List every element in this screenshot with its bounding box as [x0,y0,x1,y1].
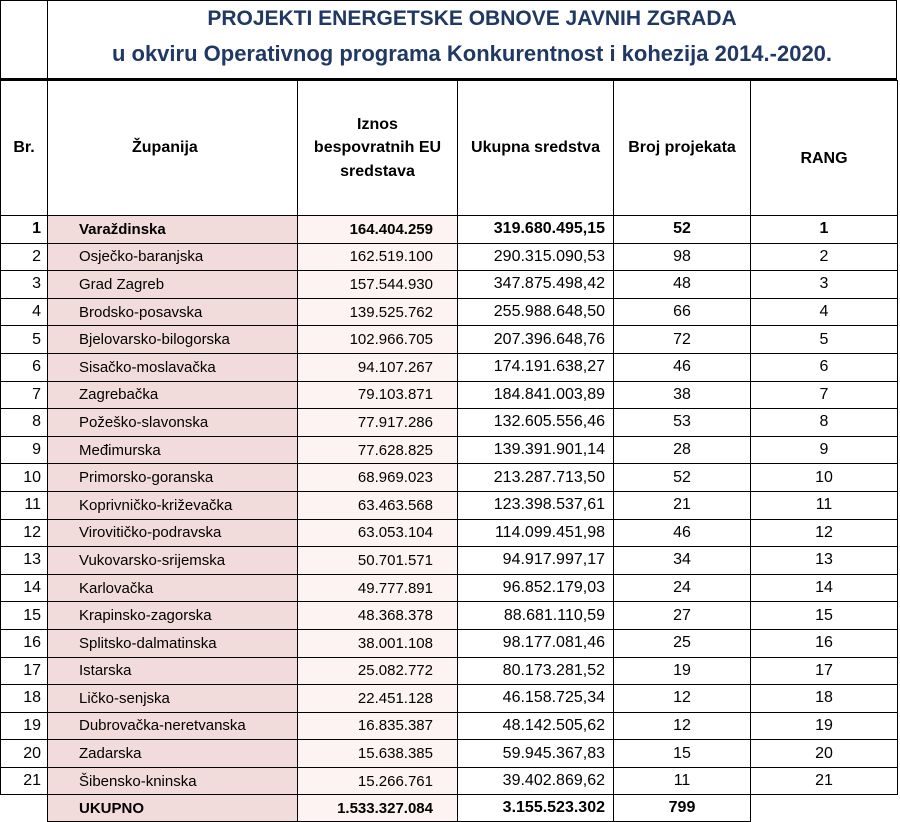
table-row [1,685,898,713]
header-zupanija: Županija [48,81,298,216]
cell-eu-funds: 68.969.023 [298,464,458,492]
cell-rank: 17 [751,657,898,685]
cell-br: 12 [1,519,48,547]
cell-total-funds: 98.177.081,46 [458,629,614,657]
cell-zupanija: Požeško-slavonska [48,409,298,437]
cell-eu-funds: 139.525.762 [298,298,458,326]
table-row [1,629,898,657]
cell-eu-funds: 16.835.387 [298,712,458,740]
cell-zupanija: Zadarska [48,740,298,768]
cell-total-funds: 96.852.179,03 [458,574,614,602]
cell-eu-funds: 25.082.772 [298,657,458,685]
cell-zupanija: Ličko-senjska [48,685,298,713]
cell-rank: 11 [751,491,898,519]
cell-eu-funds: 38.001.108 [298,629,458,657]
cell-br: 3 [1,271,48,299]
title-line-1: PROJEKTI ENERGETSKE OBNOVE JAVNIH ZGRADA [207,7,737,30]
cell-zupanija: Varaždinska [48,216,298,244]
cell-zupanija: Krapinsko-zagorska [48,602,298,630]
cell-project-count: 72 [614,326,751,354]
cell-eu-funds: 79.103.871 [298,381,458,409]
cell-total-funds: 319.680.495,15 [458,216,614,244]
cell-eu-funds: 22.451.128 [298,685,458,713]
cell-eu-funds: 77.917.286 [298,409,458,437]
cell-rank: 14 [751,574,898,602]
cell-rank: 2 [751,243,898,271]
cell-project-count: 66 [614,298,751,326]
cell-rank: 7 [751,381,898,409]
cell-br: 5 [1,326,48,354]
total-blank-cell [1,795,48,822]
cell-zupanija: Splitsko-dalmatinska [48,629,298,657]
cell-eu-funds: 77.628.825 [298,436,458,464]
cell-total-funds: 139.391.901,14 [458,436,614,464]
cell-zupanija: Brodsko-posavska [48,298,298,326]
cell-eu-funds: 15.638.385 [298,740,458,768]
cell-project-count: 48 [614,271,751,299]
cell-eu-funds: 15.266.761 [298,767,458,795]
cell-rank: 3 [751,271,898,299]
cell-eu-funds: 102.966.705 [298,326,458,354]
cell-br: 14 [1,574,48,602]
header-iznos-line-3: sredstava [340,162,415,180]
cell-eu-funds: 48.368.378 [298,602,458,630]
total-funds: 3.155.523.302 [458,795,614,822]
cell-total-funds: 213.287.713,50 [458,464,614,492]
cell-project-count: 25 [614,629,751,657]
cell-eu-funds: 49.777.891 [298,574,458,602]
cell-rank: 12 [751,519,898,547]
cell-total-funds: 94.917.997,17 [458,547,614,575]
table-row [1,574,898,602]
cell-rank: 1 [751,216,898,244]
header-rang: RANG [751,81,898,216]
cell-zupanija: Koprivničko-križevačka [48,491,298,519]
cell-project-count: 11 [614,767,751,795]
table-row [1,436,898,464]
cell-zupanija: Vukovarsko-srijemska [48,547,298,575]
table-row [1,243,898,271]
cell-zupanija: Osječko-baranjska [48,243,298,271]
cell-rank: 19 [751,712,898,740]
cell-project-count: 12 [614,685,751,713]
cell-br: 11 [1,491,48,519]
cell-br: 16 [1,629,48,657]
cell-total-funds: 347.875.498,42 [458,271,614,299]
table-row [1,767,898,795]
cell-eu-funds: 50.701.571 [298,547,458,575]
cell-total-funds: 184.841.003,89 [458,381,614,409]
table-row [1,326,898,354]
cell-eu-funds: 63.463.568 [298,491,458,519]
header-row [1,81,898,216]
cell-zupanija: Međimurska [48,436,298,464]
header-ukupna: Ukupna sredstva [458,81,614,216]
cell-total-funds: 174.191.638,27 [458,353,614,381]
cell-rank: 20 [751,740,898,768]
table-row [1,740,898,768]
cell-eu-funds: 157.544.930 [298,271,458,299]
title-line-2: u okviru Operativnog programa Konkurentnost i kohezija 2014.-2020. [111,41,833,66]
header-iznos [298,81,458,216]
cell-project-count: 15 [614,740,751,768]
cell-project-count: 28 [614,436,751,464]
cell-br: 9 [1,436,48,464]
table-row [1,602,898,630]
cell-br: 19 [1,712,48,740]
cell-rank: 16 [751,629,898,657]
cell-project-count: 53 [614,409,751,437]
cell-zupanija: Šibensko-kninska [48,767,298,795]
cell-eu-funds: 94.107.267 [298,353,458,381]
projects-table [0,80,898,822]
cell-br: 20 [1,740,48,768]
cell-zupanija: Zagrebačka [48,381,298,409]
header-iznos-line-2: bespovratnih EU [313,139,442,157]
cell-total-funds: 48.142.505,62 [458,712,614,740]
cell-project-count: 38 [614,381,751,409]
total-label: UKUPNO [48,795,298,822]
cell-br: 6 [1,353,48,381]
cell-project-count: 52 [614,216,751,244]
cell-rank: 8 [751,409,898,437]
cell-zupanija: Sisačko-moslavačka [48,353,298,381]
header-broj: Broj projekata [614,81,751,216]
cell-br: 1 [1,216,48,244]
cell-total-funds: 46.158.725,34 [458,685,614,713]
total-rank-blank [751,795,898,822]
cell-project-count: 19 [614,657,751,685]
cell-rank: 18 [751,685,898,713]
table-row [1,271,898,299]
cell-project-count: 34 [614,547,751,575]
cell-rank: 21 [751,767,898,795]
cell-zupanija: Karlovačka [48,574,298,602]
title-corner-cell [1,1,48,78]
cell-br: 2 [1,243,48,271]
cell-total-funds: 290.315.090,53 [458,243,614,271]
cell-br: 4 [1,298,48,326]
cell-total-funds: 59.945.367,83 [458,740,614,768]
table-row [1,547,898,575]
cell-rank: 6 [751,353,898,381]
cell-br: 15 [1,602,48,630]
cell-rank: 4 [751,298,898,326]
cell-project-count: 98 [614,243,751,271]
cell-eu-funds: 164.404.259 [298,216,458,244]
cell-br: 21 [1,767,48,795]
total-eu-funds: 1.533.327.084 [298,795,458,822]
total-row [1,795,898,822]
table-body [1,216,898,822]
cell-zupanija: Primorsko-goranska [48,464,298,492]
cell-rank: 5 [751,326,898,354]
table-row [1,657,898,685]
cell-br: 17 [1,657,48,685]
cell-total-funds: 39.402.869,62 [458,767,614,795]
cell-total-funds: 114.099.451,98 [458,519,614,547]
cell-total-funds: 88.681.110,59 [458,602,614,630]
cell-eu-funds: 63.053.104 [298,519,458,547]
cell-br: 7 [1,381,48,409]
cell-total-funds: 255.988.648,50 [458,298,614,326]
cell-rank: 10 [751,464,898,492]
cell-project-count: 12 [614,712,751,740]
cell-project-count: 52 [614,464,751,492]
cell-eu-funds: 162.519.100 [298,243,458,271]
cell-br: 8 [1,409,48,437]
cell-zupanija: Bjelovarsko-bilogorska [48,326,298,354]
total-project-count: 799 [614,795,751,822]
table-row [1,353,898,381]
table-row [1,519,898,547]
title-block [0,0,897,80]
cell-zupanija: Virovitičko-podravska [48,519,298,547]
header-br: Br. [1,81,48,216]
table-row [1,216,898,244]
cell-project-count: 21 [614,491,751,519]
cell-total-funds: 80.173.281,52 [458,657,614,685]
cell-project-count: 24 [614,574,751,602]
cell-br: 10 [1,464,48,492]
table-row [1,712,898,740]
cell-br: 18 [1,685,48,713]
cell-rank: 15 [751,602,898,630]
cell-total-funds: 123.398.537,61 [458,491,614,519]
cell-total-funds: 207.396.648,76 [458,326,614,354]
cell-rank: 9 [751,436,898,464]
cell-project-count: 27 [614,602,751,630]
table-row [1,464,898,492]
cell-zupanija: Grad Zagreb [48,271,298,299]
cell-rank: 13 [751,547,898,575]
table-row [1,381,898,409]
cell-project-count: 46 [614,353,751,381]
cell-total-funds: 132.605.556,46 [458,409,614,437]
header-iznos-line-1: Iznos [357,116,398,134]
cell-project-count: 46 [614,519,751,547]
cell-br: 13 [1,547,48,575]
cell-zupanija: Istarska [48,657,298,685]
table-row [1,298,898,326]
cell-zupanija: Dubrovačka-neretvanska [48,712,298,740]
table-row [1,409,898,437]
table-row [1,491,898,519]
